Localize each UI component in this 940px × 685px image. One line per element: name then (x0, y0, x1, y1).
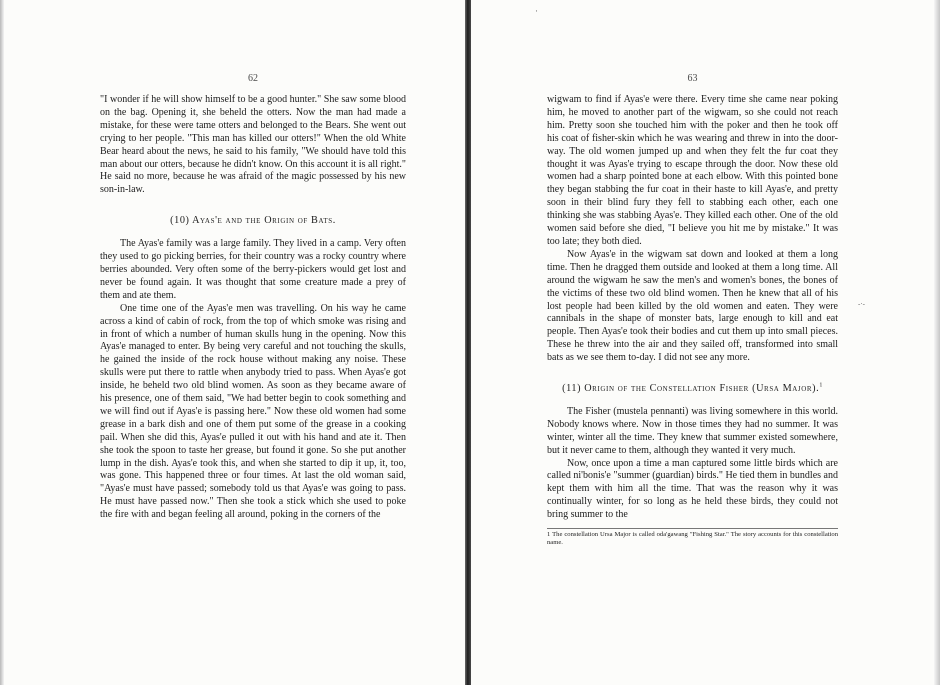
paragraph: Now, once upon a time a man captured some little birds which are called ni'bonis'e "summer (guardian) birds." He tied them in bundles and kept them with him all the time. That was the reason why it was continually winter, for so long as he held these birds, they could not bring summer to the (547, 457, 838, 521)
page-number-right: 63 (687, 73, 698, 84)
page-number-left: 62 (248, 73, 258, 84)
paragraph: The Ayas'e family was a large family. They lived in a camp. Very often they used to go picking berries, for their country was a rocky country where berries abounded. Very often some of the berry-pickers would get lost and never be found again. It was thought that some creature made a prey of them and ate them. (100, 238, 406, 301)
footnote-reference: 1 (819, 382, 823, 389)
footnote: 1 The constellation Ursa Major is called oda'gawang "Fishing Star." The story accounts for this constellation name. (547, 528, 838, 548)
paragraph: One time one of the Ayas'e men was travelling. On his way he came across a kind of cabin of rock, from the top of which smoke was rising and in front of which a number of human skulls hung in the opening. Now this Ayas'e managed to enter. By being very careful and not touching the skulls, he gained the inside of the rock house without making any noise. These skulls were put there to rattle when anybody tried to pass. When Ayas'e got inside, he beheld two old blind women. As soon as they became aware of his presence, one of them said, "We had better begin to cook something and we will find out if Ayas'e is passing here." Now these old women had some grease in a bark dish and one of them put some of the grease in a cooking pail. When she did this, Ayas'e pulled it out with his hand and ate it. Then she took the spoon to taste her grease, but found it gone. So she put another lump in the dish. Ayas'e took this, and when she started to dip it up, it, too, was gone. This happened three or four times. At last the old woman said, "Ayas'e must have passed; somebody told us that Ayas'e was going to pass. He must have passed now." Then she took a stick which she used to poke the fire with and began feeling all around, poking in the corners of the (100, 302, 406, 521)
paragraph: The Fisher (mustela pennanti) was living somewhere in this world. Nobody knows where. Now in those times they had no summer. It was winter, winter all the time. They knew that summer existed somewhere, but it never came to them, although they wanted it very much. (547, 405, 838, 456)
left-page-edge (0, 0, 4, 685)
paragraph-continued: wigwam to find if Ayas'e were there. Every time she came near poking him, he moved to another part of the wigwam, so she could not reach him. Pretty soon she touched him with the poker and then he took off his coat of fisher-skin which he was wearing and threw in into the door-way. The old women jumped up and when they felt the fur coat they thought it was Ayas'e trying to escape through the door. Now these old women had a sharp pointed bone at each elbow. With this pointed bone they began stabbing the fur coat in their haste to kill Ayas'e, and pretty soon in their blind fury they fell to stabbing each other, each one thinking she was stabbing Ayas'e. They killed each other. One of the old women said before she died, "I believe you hit me by mistake." It was too late; they both died. (547, 94, 838, 247)
paragraph-continued: "I wonder if he will show himself to be a good hunter." She saw some blood on the bag. Opening it, she beheld the otters. Now the man had made a mistake, for these were tame otters and belonged to the Bears. She went out crying to her people. "This man has killed our otters!" When the old White Bear heard about the news, he said to his family, "We should have told this man about our otters, because he didn't know. On this account it is all right." He said no more, because he was afraid of the magic possessed by his new son-in-law. (100, 94, 406, 196)
section-heading-10: (10) Ayas'e and the Origin of Bats. (170, 215, 336, 227)
right-page (547, 0, 838, 685)
right-page-body (547, 94, 838, 548)
section-heading-11 (547, 383, 838, 396)
right-page-edge (934, 0, 940, 685)
left-page (100, 0, 406, 685)
paragraph: Now Ayas'e in the wigwam sat down and looked at them a long time. Then he dragged them outside and looked at them a long time. All around the wigwam he saw the men's and women's bones, the bones of the victims of these two old blind women. Then he knew that all of his lost people had been killed by the old women and eaten. They were cannibals in the shape of monster bats, large enough to kill and eat people. Then Ayas'e took their bodies and cut them up into small pieces. These he threw into the air and they sailed off, transformed into small bats as we see them to-day. I did not see any more. (547, 248, 838, 364)
book-spine (465, 0, 471, 685)
scan-speck: · (535, 6, 538, 16)
left-page-body (100, 94, 406, 522)
section-heading-text: (11) Origin of the Constellation Fisher (Ursa Major). (562, 383, 820, 395)
margin-mark: -·- (858, 300, 865, 308)
